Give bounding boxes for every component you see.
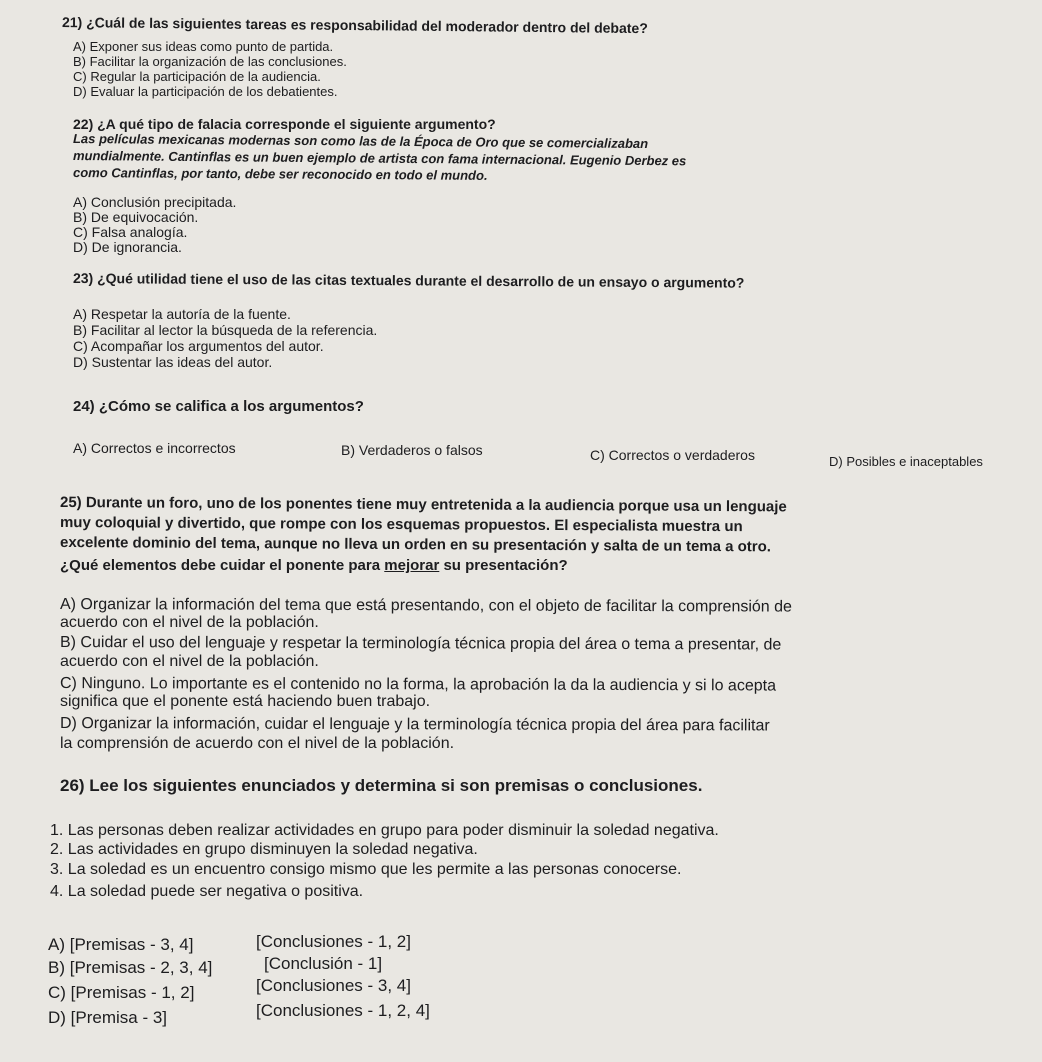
q24-option-d: D) Posibles e inaceptables [829,454,983,469]
q25-option-b-line-2: acuerdo con el nivel de la población. [60,653,319,670]
q25-question-start: ¿Qué elementos debe cuidar el ponente para [60,557,385,574]
q26-option-b-conclusiones: [Conclusión - 1] [264,954,383,973]
q23-option-b: B) Facilitar al lector la búsqueda de la referencia. [73,322,378,338]
q22-option-c: C) Falsa analogía. [73,224,188,240]
q22-option-a: A) Conclusión precipitada. [73,194,237,210]
q25-option-c-line-2: significa que el ponente está haciendo buen trabajo. [60,693,431,710]
q25-option-d-line-1: D) Organizar la información, cuidar el lenguaje y la terminología técnica propia del área para facilitar [59,715,770,735]
q21-option-d: D) Evaluar la participación de los debatientes. [73,84,338,99]
q26-option-c-conclusiones: [Conclusiones - 3, 4] [256,976,411,995]
q21-option-c: C) Regular la participación de la audiencia. [73,69,321,84]
q22-question: 22) ¿A qué tipo de falacia corresponde el siguiente argumento? [73,116,496,132]
q26-option-d-conclusiones: [Conclusiones - 1, 2, 4] [256,1001,430,1020]
q24-option-a: A) Correctos e incorrectos [73,440,236,456]
q24-question: 24) ¿Cómo se califica a los argumentos? [73,398,364,415]
q21-option-b: B) Facilitar la organización de las conclusiones. [73,54,347,69]
q26-option-b-premisas: B) [Premisas - 2, 3, 4] [48,958,213,977]
q26-option-a-conclusiones: [Conclusiones - 1, 2] [256,932,411,951]
q25-question [60,557,568,574]
q25-question-underlined: mejorar [384,557,440,574]
q25-option-a-line-1: A) Organizar la información del tema que está presentando, con el objeto de facilitar la comprensión de [59,596,792,616]
q23-option-a: A) Respetar la autoría de la fuente. [73,306,291,322]
q26-statement-3: 3. La soledad es un encuentro consigo mismo que les permite a las personas conocerse. [50,861,682,878]
q23-question: 23) ¿Qué utilidad tiene el uso de las citas textuales durante el desarrollo de un ensayo o argumento? [72,270,745,291]
q21-option-a: A) Exponer sus ideas como punto de partida. [73,39,334,54]
q22-option-b: B) De equivocación. [73,209,199,225]
q22-argument-line-3: como Cantinflas, por tanto, debe ser reconocido en todo el mundo. [72,165,488,183]
q25-option-c-line-1: C) Ninguno. Lo importante es el contenido no la forma, la aprobación la da la audiencia y si lo acepta [59,675,777,695]
q23-option-d: D) Sustentar las ideas del autor. [73,354,273,370]
q23-option-c: C) Acompañar los argumentos del autor. [73,338,324,354]
q25-option-a-line-2: acuerdo con el nivel de la población. [60,614,319,631]
q22-argument-line-2: mundialmente. Cantinflas es un buen ejemplo de artista con fama internacional. Eugenio Derbez es [72,148,687,169]
q25-text-line-1: 25) Durante un foro, uno de los ponentes tiene muy entretenida a la audiencia porque usa un lenguaje [59,494,787,516]
q25-option-d-line-2: la comprensión de acuerdo con el nivel de la población. [60,735,455,752]
q26-statement-1: 1. Las personas deben realizar actividades en grupo para poder disminuir la soledad negativa. [50,822,719,839]
q22-option-d: D) De ignorancia. [73,239,182,255]
q21-question: 21) ¿Cuál de las siguientes tareas es responsabilidad del moderador dentro del debate? [61,14,648,37]
q24-option-b: B) Verdaderos o falsos [341,442,483,458]
q25-option-b-line-1: B) Cuidar el uso del lenguaje y respetar la terminología técnica propia del área o tema a presentar, de [59,634,782,654]
q26-option-d-premisas: D) [Premisa - 3] [48,1008,168,1027]
q25-text-line-3: excelente dominio del tema, aunque no lleva un orden en su presentación y salta de un tema a otro. [59,534,772,556]
q25-text-line-2: muy coloquial y divertido, que rompe con los esquemas propuestos. El especialista muestra un [59,514,743,536]
q26-option-a-premisas: A) [Premisas - 3, 4] [48,935,194,954]
q26-statement-2: 2. Las actividades en grupo disminuyen la soledad negativa. [50,841,478,858]
q26-question: 26) Lee los siguientes enunciados y determina si son premisas o conclusiones. [60,776,703,795]
q26-option-c-premisas: C) [Premisas - 1, 2] [48,983,195,1002]
q26-statement-4: 4. La soledad puede ser negativa o positiva. [50,883,364,900]
q22-argument-line-1: Las películas mexicanas modernas son como las de la Época de Oro que se comercializaban [72,131,649,152]
q25-question-end: su presentación? [439,557,568,574]
q24-option-c: C) Correctos o verdaderos [590,447,755,463]
